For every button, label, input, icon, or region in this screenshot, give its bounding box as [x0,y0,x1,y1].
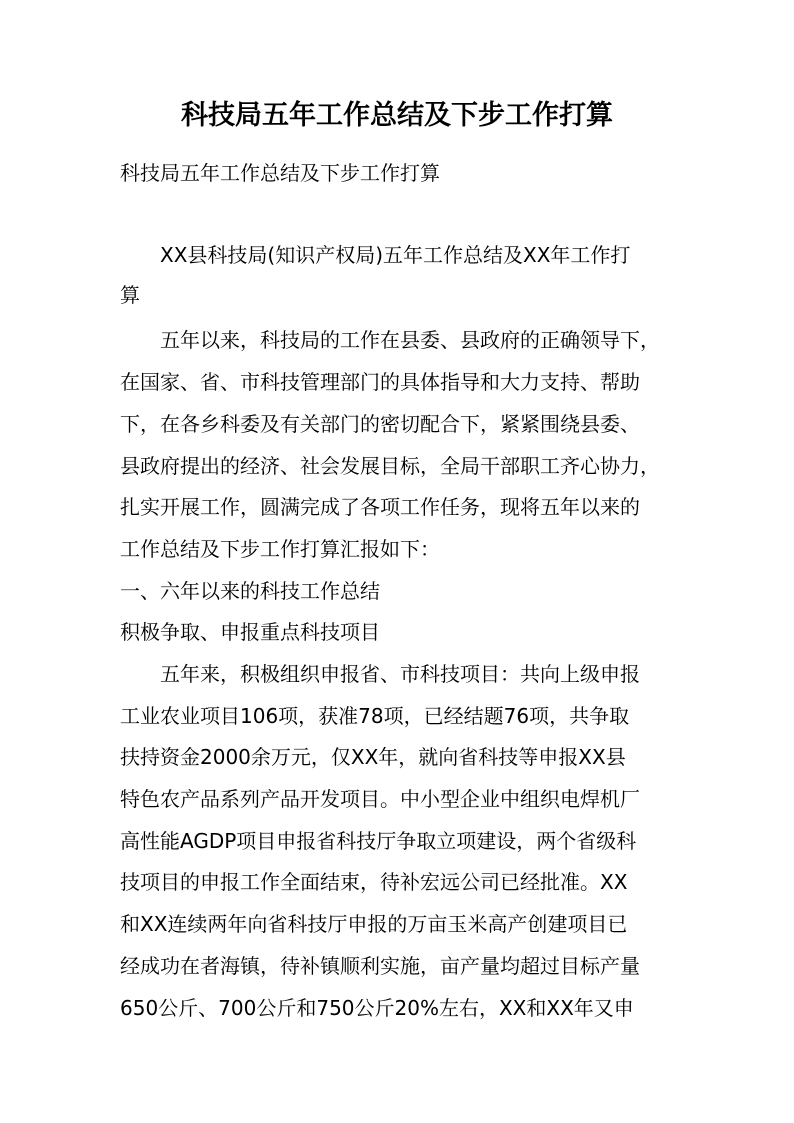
text-line: 工作总结及下步工作打算汇报如下： [120,537,440,561]
text-line: 五年以来，科技局的工作在县委、县政府的正确领导下， [160,328,660,352]
text-line: 扎实开展工作，圆满完成了各项工作任务，现将五年以来的 [120,495,640,519]
text-line: 五年来，积极组织申报省、市科技项目：共向上级申报 [160,662,640,686]
document-subtitle: 科技局五年工作总结及下步工作打算 [120,161,440,185]
document-title: 科技局五年工作总结及下步工作打算 [181,100,613,131]
text-line: 扶持资金2000余万元，仅XX年，就向省科技等申报XX县 [120,745,626,769]
text-line: 经成功在者海镇，待补镇顺利实施，亩产量均超过目标产量 [120,954,640,978]
section-heading: 一、六年以来的科技工作总结 [120,579,380,603]
subsection-heading: 积极争取、申报重点科技项目 [120,620,380,644]
text-line: 技项目的申报工作全面结束，待补宏远公司已经批准。XX [120,870,628,894]
text-line: 下，在各乡科委及有关部门的密切配合下，紧紧围绕县委、 [120,412,640,436]
text-line: 工业农业项目106项，获准78项，已经结题76项，共争取 [120,704,630,728]
text-line: 在国家、省、市科技管理部门的具体指导和大力支持、帮助 [120,370,640,394]
text-line: 高性能AGDP项目申报省科技厅争取立项建设，两个省级科 [120,829,637,853]
text-line: 650公斤、700公斤和750公斤20%左右，XX和XX年又申 [120,996,634,1020]
text-line: XX县科技局(知识产权局)五年工作总结及XX年工作打 [160,243,631,267]
text-line: 和XX连续两年向省科技厅申报的万亩玉米高产创建项目已 [120,912,628,936]
text-line: 特色农产品系列产品开发项目。中小型企业中组织电焊机厂 [120,787,640,811]
text-line: 算 [120,283,140,307]
text-line: 县政府提出的经济、社会发展目标，全局干部职工齐心协力， [120,454,660,478]
